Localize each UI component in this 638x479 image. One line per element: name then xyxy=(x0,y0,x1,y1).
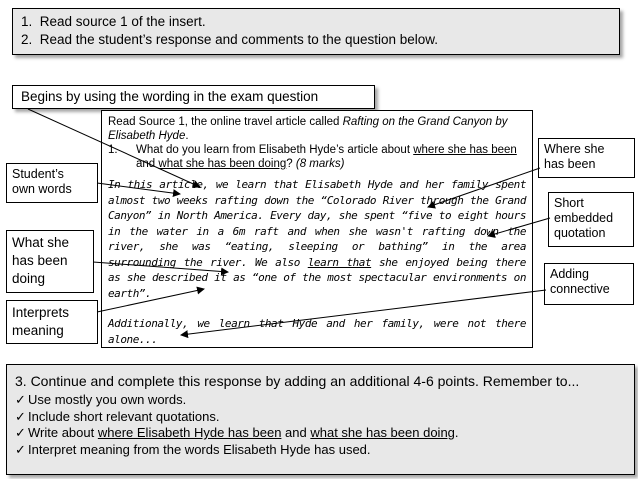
answer-paragraph-1: In this article, we learn that Elisabeth Hyde and her family spent almost two weeks rafting down the “Colorado River through the Grand Canyon” in North America. Every day, she spent “five to eight hours in the water in a 6m raft and when she wasn't rafting down the river, she was “eating, sleeping or bathing” in the area surrounding the river. We also learn that she enjoyed being there as she described it as “one of the most spectacular environments on earth”. xyxy=(108,178,526,300)
check-icon: ✓ xyxy=(15,425,26,440)
instruction-1: 1. Read source 1 of the insert. xyxy=(21,14,206,29)
instructions-box xyxy=(12,8,620,55)
source-response-box xyxy=(101,110,533,348)
question-doing: what she has been doing xyxy=(158,158,287,170)
task-item: ✓ Interpret meaning from the words Elisabeth Hyde has used. xyxy=(15,441,371,457)
callout-own-words: Student’s own words xyxy=(6,163,98,203)
callout-embedded-quotation: Short embedded quotation xyxy=(548,192,634,247)
exam-question: 1. What do you learn from Elisabeth Hyde’s article about where she has been and what she has been doing? (8 marks) xyxy=(108,144,517,170)
answer-paragraph-2: Additionally, we learn that Hyde and her family, were not there alone... xyxy=(108,317,526,346)
check-icon: ✓ xyxy=(15,392,26,407)
instruction-2: 2. Read the student’s response and comments to the question below. xyxy=(21,32,439,47)
task-box xyxy=(6,364,635,475)
callout-what-she-has-been-doing: What she has been doing xyxy=(6,230,94,293)
student-answer xyxy=(108,177,526,347)
callout-exam-wording: Begins by using the wording in the exam question xyxy=(12,85,375,109)
source-intro: Read Source 1, the online travel article called Rafting on the Grand Canyon by Elisabeth Hyde. xyxy=(108,116,508,142)
task-item: ✓ Use mostly you own words. xyxy=(15,392,187,407)
callout-interprets-meaning: Interprets meaning xyxy=(6,300,98,344)
check-icon: ✓ xyxy=(15,441,26,457)
callout-where-she-has-been: Where she has been xyxy=(538,138,635,178)
task-heading: 3. Continue and complete this response by adding an additional 4-6 points. Remember to... xyxy=(15,373,580,389)
check-icon: ✓ xyxy=(15,408,26,424)
task-item: ✓ Write about where Elisabeth Hyde has been and what she has been doing. xyxy=(15,425,459,440)
question-where: where she has been xyxy=(413,144,517,156)
callout-adding-connective: Adding connective xyxy=(544,263,634,305)
task-item: ✓ Include short relevant quotations. xyxy=(15,408,220,424)
